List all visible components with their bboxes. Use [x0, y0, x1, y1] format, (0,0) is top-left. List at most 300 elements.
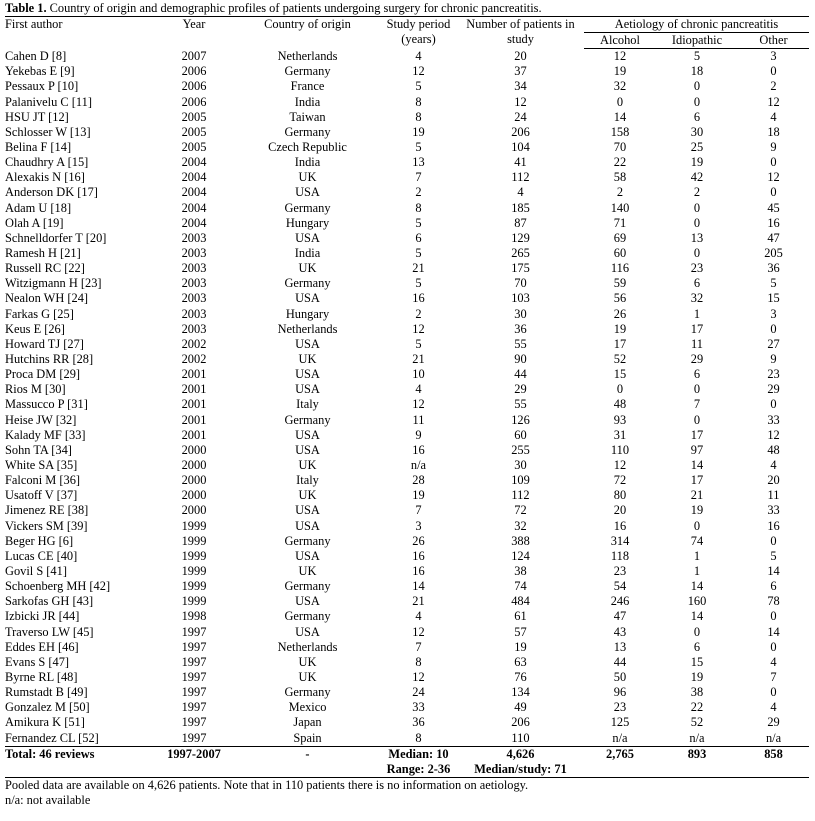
table-row — [5, 64, 809, 79]
cell-patients: 484 — [511, 594, 530, 609]
cell-study-period: 19 — [412, 488, 425, 503]
cell-country: Czech Republic — [268, 140, 347, 155]
cell-first-author: Nealon WH [24] — [5, 291, 89, 306]
header-alcohol: Alcohol — [584, 33, 656, 49]
cell-alcohol: 80 — [613, 488, 627, 503]
cell-other: 23 — [767, 367, 780, 382]
cell-patients: 61 — [514, 609, 527, 624]
cell-idiopathic: 6 — [693, 639, 701, 654]
cell-idiopathic: 0 — [693, 624, 701, 639]
cell-alcohol: 56 — [613, 291, 627, 306]
cell-first-author: Russell RC [22] — [5, 261, 85, 276]
cell-first-author: Traverso LW [45] — [5, 624, 94, 639]
cell-study-period: 8 — [415, 730, 422, 745]
cell-idiopathic: 52 — [690, 715, 704, 730]
cell-first-author: Jimenez RE [38] — [5, 503, 89, 518]
cell-idiopathic: 0 — [693, 518, 701, 533]
cell-other: 15 — [767, 291, 780, 306]
cell-year: 2000 — [181, 442, 207, 457]
table-row — [5, 397, 809, 412]
table-row — [5, 443, 809, 458]
cell-alcohol: 31 — [613, 427, 627, 442]
cell-other: 5 — [770, 276, 777, 291]
table-row — [5, 95, 809, 110]
cell-country: USA — [295, 594, 320, 609]
cell-year: 2003 — [181, 321, 207, 336]
cell-patients: 38 — [514, 563, 527, 578]
table-row — [5, 625, 809, 640]
table-row — [5, 473, 809, 488]
cell-country: Hungary — [285, 215, 330, 230]
cell-country: Taiwan — [289, 109, 326, 124]
cell-alcohol: 116 — [610, 261, 630, 276]
cell-study-period: 12 — [412, 397, 425, 412]
cell-country: Germany — [284, 609, 331, 624]
cell-idiopathic: 11 — [691, 336, 703, 351]
cell-country: UK — [298, 563, 317, 578]
cell-country: Germany — [284, 200, 331, 215]
table-row — [5, 367, 809, 382]
cell-year: 2005 — [181, 109, 207, 124]
cell-first-author: Keus E [26] — [5, 321, 65, 336]
cell-idiopathic: 0 — [693, 412, 701, 427]
header-row — [5, 17, 809, 33]
total-author: Total: 46 reviews — [5, 746, 153, 762]
cell-idiopathic: 30 — [690, 124, 704, 139]
cell-country: UK — [298, 488, 317, 503]
cell-idiopathic: 0 — [693, 246, 701, 261]
cell-first-author: Sohn TA [34] — [5, 442, 72, 457]
cell-other: 0 — [770, 639, 777, 654]
cell-idiopathic: 6 — [693, 109, 701, 124]
cell-alcohol: 118 — [610, 548, 630, 563]
cell-alcohol: 16 — [613, 518, 627, 533]
total-year: 1997-2007 — [153, 746, 235, 762]
cell-year: 2004 — [181, 215, 207, 230]
table-body — [5, 49, 809, 746]
cell-patients: 90 — [514, 352, 527, 367]
cell-year: 2001 — [181, 397, 207, 412]
cell-year: 1999 — [181, 579, 207, 594]
cell-idiopathic: 23 — [690, 261, 704, 276]
cell-first-author: Rios M [30] — [5, 382, 66, 397]
cell-first-author: Vickers SM [39] — [5, 518, 88, 533]
cell-first-author: Palanivelu C [11] — [5, 94, 92, 109]
cell-study-period: 7 — [415, 503, 422, 518]
cell-study-period: 16 — [412, 291, 425, 306]
cell-alcohol: 2 — [616, 185, 624, 200]
cell-alcohol: 59 — [613, 276, 627, 291]
header-other: Other — [738, 33, 809, 49]
cell-alcohol: 12 — [613, 49, 627, 64]
cell-alcohol: 140 — [610, 200, 630, 215]
table-row — [5, 594, 809, 609]
cell-idiopathic: 7 — [693, 397, 701, 412]
cell-study-period: 10 — [412, 367, 425, 382]
cell-study-period: 16 — [412, 442, 425, 457]
cell-other: 9 — [770, 352, 777, 367]
cell-alcohol: 125 — [610, 715, 630, 730]
table-row — [5, 731, 809, 747]
cell-idiopathic: 14 — [690, 458, 704, 472]
cell-first-author: Hutchins RR [28] — [5, 352, 94, 367]
cell-alcohol: 70 — [613, 140, 627, 155]
cell-study-period: 16 — [412, 548, 425, 563]
cell-study-period: 13 — [412, 155, 425, 170]
total-period-range: Range: 2-36 — [380, 762, 457, 778]
total-period: Median: 10 — [380, 746, 457, 762]
cell-first-author: Izbicki JR [44] — [5, 609, 80, 624]
cell-year: 2001 — [181, 382, 207, 397]
cell-patients: 76 — [514, 669, 527, 684]
cell-alcohol: 72 — [613, 473, 627, 488]
table-row — [5, 534, 809, 549]
cell-country: USA — [295, 503, 320, 518]
cell-country: USA — [295, 185, 320, 200]
cell-alcohol: 19 — [613, 321, 627, 336]
cell-study-period: 14 — [412, 579, 425, 594]
cell-country: Germany — [284, 579, 331, 594]
cell-first-author: Heise JW [32] — [5, 412, 77, 427]
cell-study-period: 36 — [412, 715, 425, 730]
cell-alcohol: 54 — [613, 579, 627, 594]
cell-study-period: 5 — [415, 246, 422, 261]
cell-first-author: Falconi M [36] — [5, 473, 81, 488]
cell-idiopathic: 18 — [690, 64, 704, 79]
cell-alcohol: 0 — [616, 94, 624, 109]
cell-idiopathic: 25 — [690, 140, 704, 155]
cell-patients: 12 — [514, 94, 527, 109]
table-row — [5, 140, 809, 155]
cell-patients: 63 — [514, 654, 527, 669]
cell-first-author: Sarkofas GH [43] — [5, 594, 94, 609]
cell-other: 29 — [767, 382, 780, 397]
cell-year: 2000 — [181, 488, 207, 503]
cell-alcohol: 60 — [613, 246, 627, 261]
cell-first-author: Beger HG [6] — [5, 533, 74, 548]
cell-patients: 388 — [511, 533, 530, 548]
cell-patients: 19 — [514, 639, 527, 654]
cell-patients: 112 — [511, 488, 530, 503]
cell-patients: 55 — [514, 336, 527, 351]
cell-alcohol: 32 — [613, 79, 627, 94]
cell-first-author: Evans S [47] — [5, 654, 70, 669]
cell-alcohol: 13 — [613, 639, 627, 654]
cell-patients: 70 — [514, 276, 527, 291]
cell-year: 1999 — [181, 533, 207, 548]
cell-alcohol: 14 — [613, 109, 627, 124]
cell-study-period: 6 — [415, 230, 422, 245]
cell-study-period: 19 — [412, 124, 425, 139]
cell-patients: 110 — [511, 730, 530, 745]
table-row — [5, 170, 809, 185]
footnote-pooled: Pooled data are available on 4,626 patients. Note that in 110 patients there is no information on aetiology. — [5, 777, 529, 792]
cell-patients: 29 — [514, 382, 527, 397]
cell-idiopathic: 14 — [690, 579, 704, 594]
cell-other: 0 — [770, 64, 777, 79]
cell-patients: 185 — [511, 200, 530, 215]
cell-first-author: Proca DM [29] — [5, 367, 81, 382]
total-country: - — [235, 746, 380, 762]
cell-patients: 72 — [514, 503, 527, 518]
cell-alcohol: 23 — [613, 700, 627, 715]
cell-idiopathic: 17 — [690, 427, 704, 442]
cell-study-period: 8 — [415, 109, 422, 124]
cell-alcohol: 19 — [613, 64, 627, 79]
cell-country: UK — [298, 669, 317, 684]
cell-study-period: 21 — [412, 352, 425, 367]
cell-idiopathic: 19 — [690, 503, 704, 518]
cell-other: 12 — [767, 170, 780, 185]
cell-patients: 36 — [514, 321, 527, 336]
table-row — [5, 715, 809, 730]
table-caption-text: Country of origin and demographic profiles of patients undergoing surgery for chronic pancreatitis. — [46, 1, 542, 15]
cell-first-author: Schoenberg MH [42] — [5, 579, 111, 594]
cell-other: 33 — [767, 503, 780, 518]
cell-other: 3 — [770, 306, 777, 321]
table-row — [5, 307, 809, 322]
cell-alcohol: 15 — [613, 367, 627, 382]
cell-idiopathic: 1 — [693, 563, 701, 578]
cell-alcohol: 110 — [610, 442, 630, 457]
cell-first-author: Belina F [14] — [5, 140, 72, 155]
cell-country: USA — [295, 382, 320, 397]
cell-other: 0 — [770, 533, 777, 548]
header-number-of-patients-line2: study — [507, 32, 534, 47]
cell-alcohol: 52 — [613, 352, 627, 367]
cell-year: 2001 — [181, 427, 207, 442]
cell-year: 2002 — [181, 336, 207, 351]
cell-country: Italy — [296, 397, 319, 412]
table-row — [5, 185, 809, 200]
cell-year: 2003 — [181, 276, 207, 291]
cell-country: Mexico — [288, 700, 327, 715]
cell-study-period: 12 — [412, 321, 425, 336]
cell-idiopathic: 13 — [690, 230, 704, 245]
cell-year: 1999 — [181, 518, 207, 533]
cell-study-period: 2 — [415, 306, 422, 321]
table-row — [5, 700, 809, 715]
cell-first-author: Amikura K [51] — [5, 715, 85, 730]
cell-country: India — [294, 94, 321, 109]
cell-patients: 44 — [514, 367, 527, 382]
table-row — [5, 549, 809, 564]
cell-other: 6 — [770, 579, 777, 594]
cell-patients: 20 — [514, 48, 527, 63]
table-caption-label: Table 1. — [5, 1, 47, 15]
table-row — [5, 261, 809, 276]
total-row-2 — [5, 762, 809, 778]
cell-idiopathic: 19 — [690, 155, 704, 170]
cell-idiopathic: 0 — [693, 79, 701, 94]
cell-alcohol: 17 — [613, 336, 627, 351]
table-row — [5, 125, 809, 140]
cell-patients: 30 — [514, 458, 527, 472]
cell-first-author: Lucas CE [40] — [5, 548, 78, 563]
cell-idiopathic: 14 — [690, 609, 704, 624]
table-row — [5, 670, 809, 685]
cell-country: USA — [295, 230, 320, 245]
cell-other: 78 — [767, 594, 780, 609]
cell-alcohol: 26 — [613, 306, 627, 321]
total-patients: 4,626 — [457, 746, 584, 762]
cell-patients: 134 — [511, 685, 530, 700]
cell-patients: 109 — [511, 473, 530, 488]
cell-idiopathic: 160 — [687, 594, 707, 609]
cell-country: Hungary — [285, 306, 330, 321]
total-alcohol: 2,765 — [584, 746, 656, 762]
cell-other: 0 — [770, 609, 777, 624]
cell-country: Netherlands — [277, 48, 338, 63]
cell-first-author: Kalady MF [33] — [5, 427, 86, 442]
cell-country: Netherlands — [277, 321, 338, 336]
cell-idiopathic: 1 — [693, 306, 701, 321]
cell-idiopathic: 29 — [690, 352, 704, 367]
cell-idiopathic: 5 — [693, 49, 701, 64]
cell-year: 2005 — [181, 124, 207, 139]
cell-year: 1997 — [181, 624, 207, 639]
cell-alcohol: 43 — [613, 624, 627, 639]
cell-alcohol: 158 — [610, 124, 630, 139]
cell-other: 14 — [767, 624, 780, 639]
cell-first-author: Alexakis N [16] — [5, 170, 85, 185]
cell-country: Netherlands — [277, 639, 338, 654]
table-row — [5, 609, 809, 624]
cell-first-author: Cahen D [8] — [5, 48, 67, 63]
cell-idiopathic: 6 — [693, 276, 701, 291]
table-row — [5, 49, 809, 65]
cell-year: 1997 — [181, 715, 207, 730]
total-row — [5, 746, 809, 762]
cell-first-author: Chaudhry A [15] — [5, 155, 89, 170]
cell-idiopathic: 42 — [690, 170, 704, 185]
cell-country: France — [290, 79, 325, 94]
cell-year: 2005 — [181, 140, 207, 155]
cell-patients: 265 — [511, 246, 530, 261]
cell-country: Germany — [284, 124, 331, 139]
cell-patients: 32 — [514, 518, 527, 533]
cell-first-author: Byrne RL [48] — [5, 669, 78, 684]
table-row — [5, 216, 809, 231]
cell-other: n/a — [765, 730, 782, 745]
total-other: 858 — [738, 746, 809, 762]
cell-year: 2003 — [181, 230, 207, 245]
table-row — [5, 382, 809, 397]
cell-year: 2006 — [181, 64, 207, 79]
cell-year: 2003 — [181, 291, 207, 306]
cell-patients: 175 — [511, 261, 530, 276]
cell-patients: 60 — [514, 427, 527, 442]
table-row — [5, 655, 809, 670]
cell-study-period: 9 — [415, 427, 422, 442]
cell-year: 2004 — [181, 170, 207, 185]
cell-other: 0 — [770, 185, 777, 200]
cell-idiopathic: 38 — [690, 685, 704, 700]
cell-idiopathic: 17 — [690, 321, 704, 336]
cell-alcohol: 50 — [613, 669, 627, 684]
cell-other: 2 — [770, 79, 777, 94]
cell-patients: 49 — [514, 700, 527, 715]
cell-country: UK — [298, 261, 317, 276]
cell-year: 2004 — [181, 155, 207, 170]
cell-idiopathic: 0 — [693, 215, 701, 230]
cell-study-period: 5 — [415, 140, 422, 155]
cell-country: Germany — [284, 412, 331, 427]
cell-year: 1997 — [181, 639, 207, 654]
cell-alcohol: 44 — [613, 654, 627, 669]
cell-other: 0 — [770, 685, 777, 700]
cell-country: USA — [295, 336, 320, 351]
cell-country: Germany — [284, 685, 331, 700]
cell-year: 2003 — [181, 246, 207, 261]
cell-year: 1999 — [181, 594, 207, 609]
table-row — [5, 519, 809, 534]
cell-alcohol: 69 — [613, 230, 627, 245]
cell-year: 2004 — [181, 200, 207, 215]
table-row — [5, 352, 809, 367]
cell-alcohol: 246 — [610, 594, 630, 609]
header-study-period-line2: (years) — [401, 32, 436, 47]
cell-alcohol: 22 — [613, 155, 627, 170]
table-row — [5, 579, 809, 594]
cell-country: USA — [295, 367, 320, 382]
cell-alcohol: 12 — [613, 458, 627, 472]
cell-year: 2000 — [181, 473, 207, 488]
cell-patients: 55 — [514, 397, 527, 412]
cell-patients: 103 — [511, 291, 530, 306]
cell-year: 2001 — [181, 367, 207, 382]
cell-other: 16 — [767, 215, 780, 230]
table-row — [5, 201, 809, 216]
table-row — [5, 488, 809, 503]
cell-first-author: Usatoff V [37] — [5, 488, 78, 503]
cell-study-period: 28 — [412, 473, 425, 488]
cell-idiopathic: 97 — [690, 442, 704, 457]
table-row — [5, 276, 809, 291]
cell-study-period: 12 — [412, 64, 425, 79]
cell-patients: 30 — [514, 306, 527, 321]
cell-patients: 206 — [511, 715, 530, 730]
header-country: Country of origin — [235, 17, 380, 49]
cell-idiopathic: 17 — [690, 473, 704, 488]
cell-country: Japan — [293, 715, 322, 730]
header-number-of-patients — [457, 17, 584, 49]
cell-country: India — [294, 155, 321, 170]
table-row — [5, 458, 809, 473]
cell-first-author: Ramesh H [21] — [5, 246, 81, 261]
cell-first-author: Massucco P [31] — [5, 397, 88, 412]
table-row — [5, 685, 809, 700]
cell-alcohol: 47 — [613, 609, 627, 624]
header-year: Year — [153, 17, 235, 49]
cell-year: 2003 — [181, 261, 207, 276]
cell-country: UK — [298, 458, 317, 472]
cell-year: 1999 — [181, 548, 207, 563]
cell-first-author: Schnelldorfer T [20] — [5, 230, 107, 245]
cell-study-period: 4 — [415, 609, 422, 624]
cell-patients: 112 — [511, 170, 530, 185]
cell-other: 11 — [767, 488, 780, 503]
cell-study-period: 7 — [415, 170, 422, 185]
cell-year: 2002 — [181, 352, 207, 367]
cell-other: 4 — [770, 458, 777, 472]
cell-idiopathic: 0 — [693, 94, 701, 109]
cell-first-author: Adam U [18] — [5, 200, 72, 215]
cell-study-period: 4 — [415, 48, 422, 63]
cell-year: 2000 — [181, 503, 207, 518]
cell-first-author: Witzigmann H [23] — [5, 276, 102, 291]
cell-patients: 129 — [511, 230, 530, 245]
